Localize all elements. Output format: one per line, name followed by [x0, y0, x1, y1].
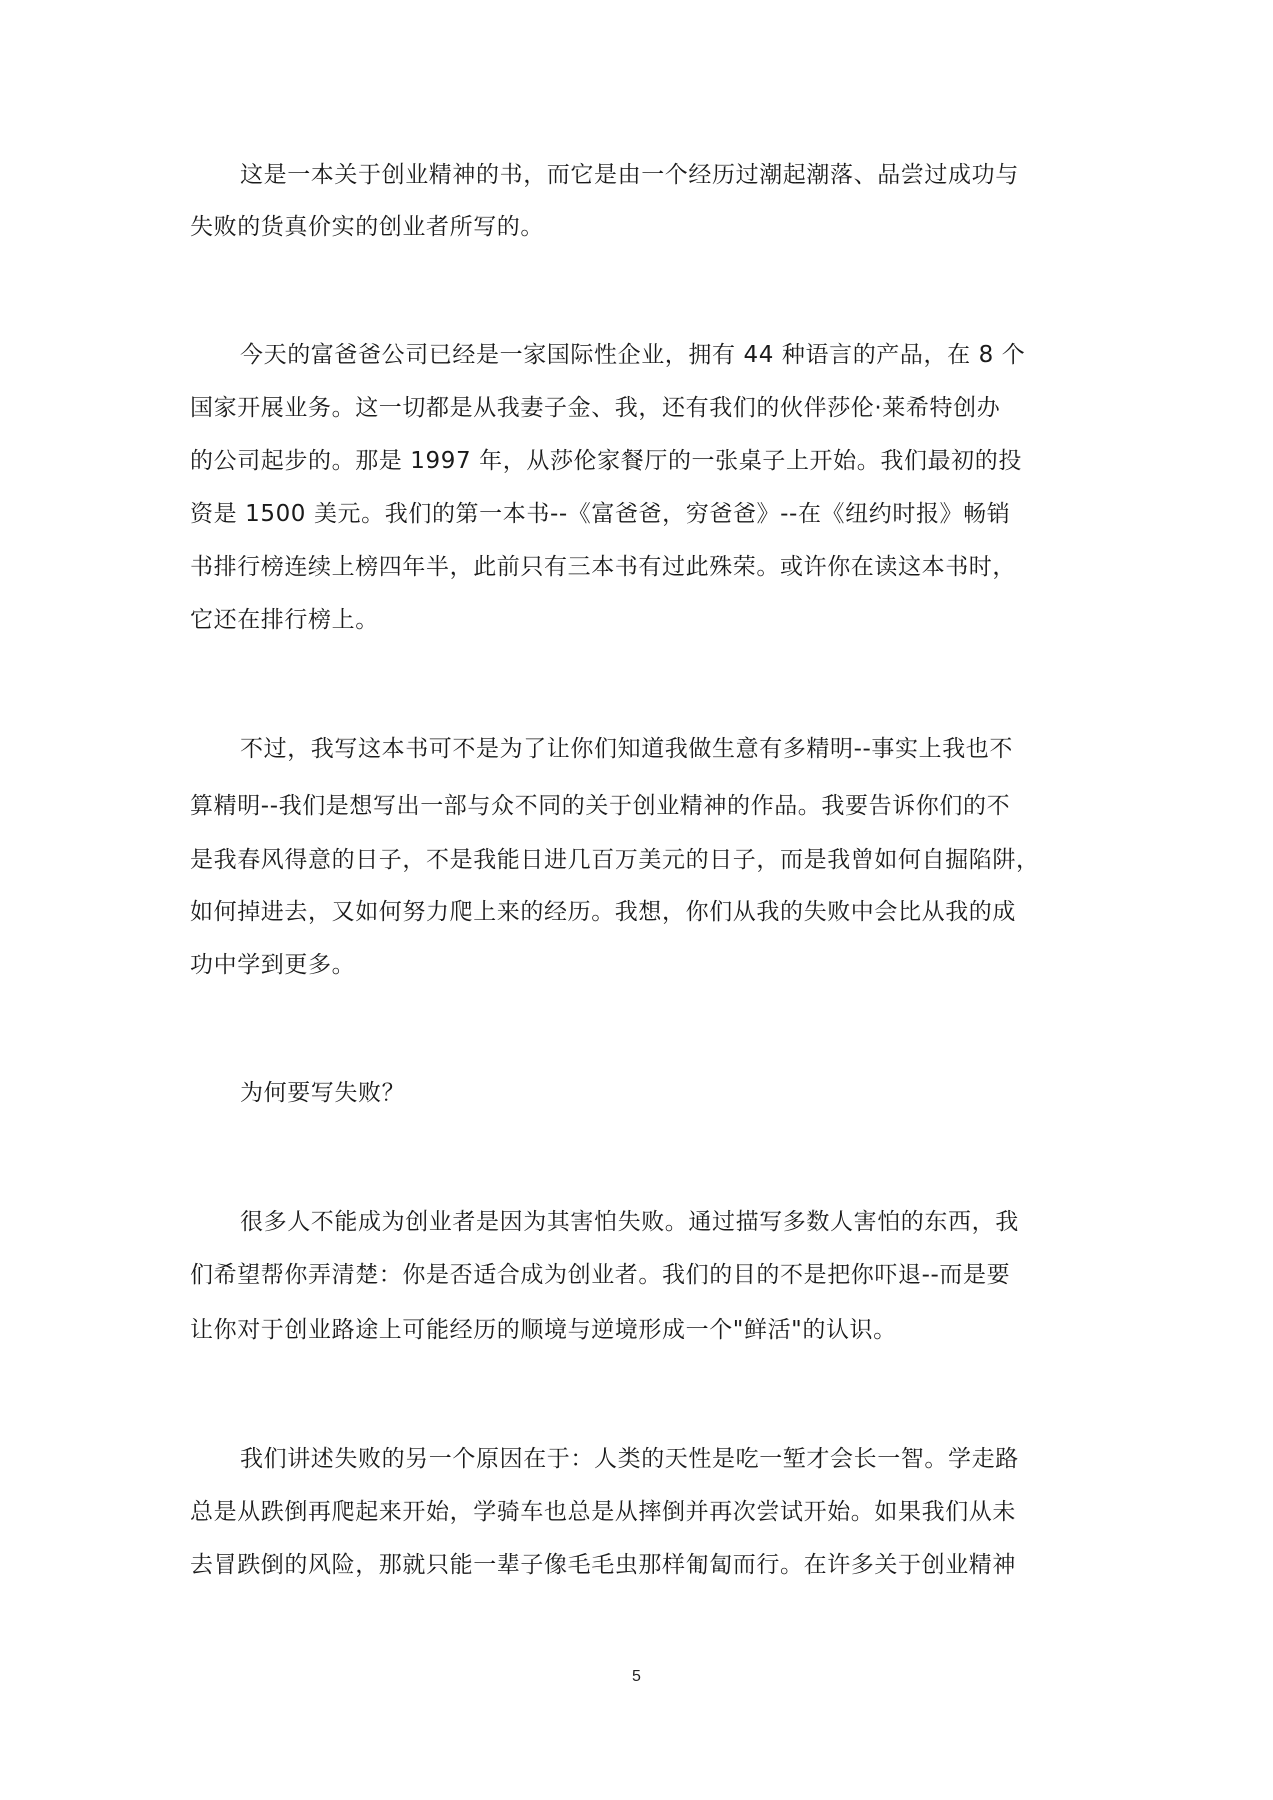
paragraph-line: 失败的货真价实的创业者所写的。 [190, 214, 544, 240]
paragraph-line: 我们讲述失败的另一个原因在于：人类的天性是吃一堑才会长一智。学走路 [240, 1446, 1019, 1472]
paragraph-line: 功中学到更多。 [190, 952, 356, 978]
paragraph-line: 是我春风得意的日子，不是我能日进几百万美元的日子，而是我曾如何自掘陷阱， [190, 847, 1040, 873]
paragraph-line: 去冒跌倒的风险，那就只能一辈子像毛毛虫那样匍匐而行。在许多关于创业精神 [190, 1552, 1016, 1578]
paragraph-line: 让你对于创业路途上可能经历的顺境与逆境形成一个"鲜活"的认识。 [190, 1317, 897, 1343]
page-number: 5 [632, 1668, 641, 1685]
paragraph-line: 它还在排行榜上。 [190, 607, 379, 633]
paragraph-line: 总是从跌倒再爬起来开始，学骑车也总是从摔倒并再次尝试开始。如果我们从未 [190, 1499, 1016, 1525]
paragraph-line: 的公司起步的。那是 1997 年，从莎伦家餐厅的一张桌子上开始。我们最初的投 [190, 448, 1022, 474]
heading-line: 为何要写失败？ [240, 1080, 406, 1106]
paragraph-line: 书排行榜连续上榜四年半，此前只有三本书有过此殊荣。或许你在读这本书时， [190, 554, 1016, 580]
paragraph-line: 不过，我写这本书可不是为了让你们知道我做生意有多精明--事实上我也不 [240, 736, 1013, 762]
paragraph-line: 如何掉进去，又如何努力爬上来的经历。我想，你们从我的失败中会比从我的成 [190, 899, 1016, 925]
paragraph-line: 算精明--我们是想写出一部与众不同的关于创业精神的作品。我要告诉你们的不 [190, 793, 1011, 819]
paragraph-line: 很多人不能成为创业者是因为其害怕失败。通过描写多数人害怕的东西，我 [240, 1209, 1019, 1235]
paragraph-line: 们希望帮你弄清楚：你是否适合成为创业者。我们的目的不是把你吓退--而是要 [190, 1262, 1011, 1288]
paragraph-line: 资是 1500 美元。我们的第一本书--《富爸爸，穷爸爸》--在《纽约时报》畅销 [190, 501, 1011, 527]
paragraph-line: 今天的富爸爸公司已经是一家国际性企业，拥有 44 种语言的产品，在 8 个 [240, 342, 1026, 368]
paragraph-line: 这是一本关于创业精神的书，而它是由一个经历过潮起潮落、品尝过成功与 [240, 162, 1019, 188]
paragraph-line: 国家开展业务。这一切都是从我妻子金、我，还有我们的伙伴莎伦·莱希特创办 [190, 395, 1001, 421]
